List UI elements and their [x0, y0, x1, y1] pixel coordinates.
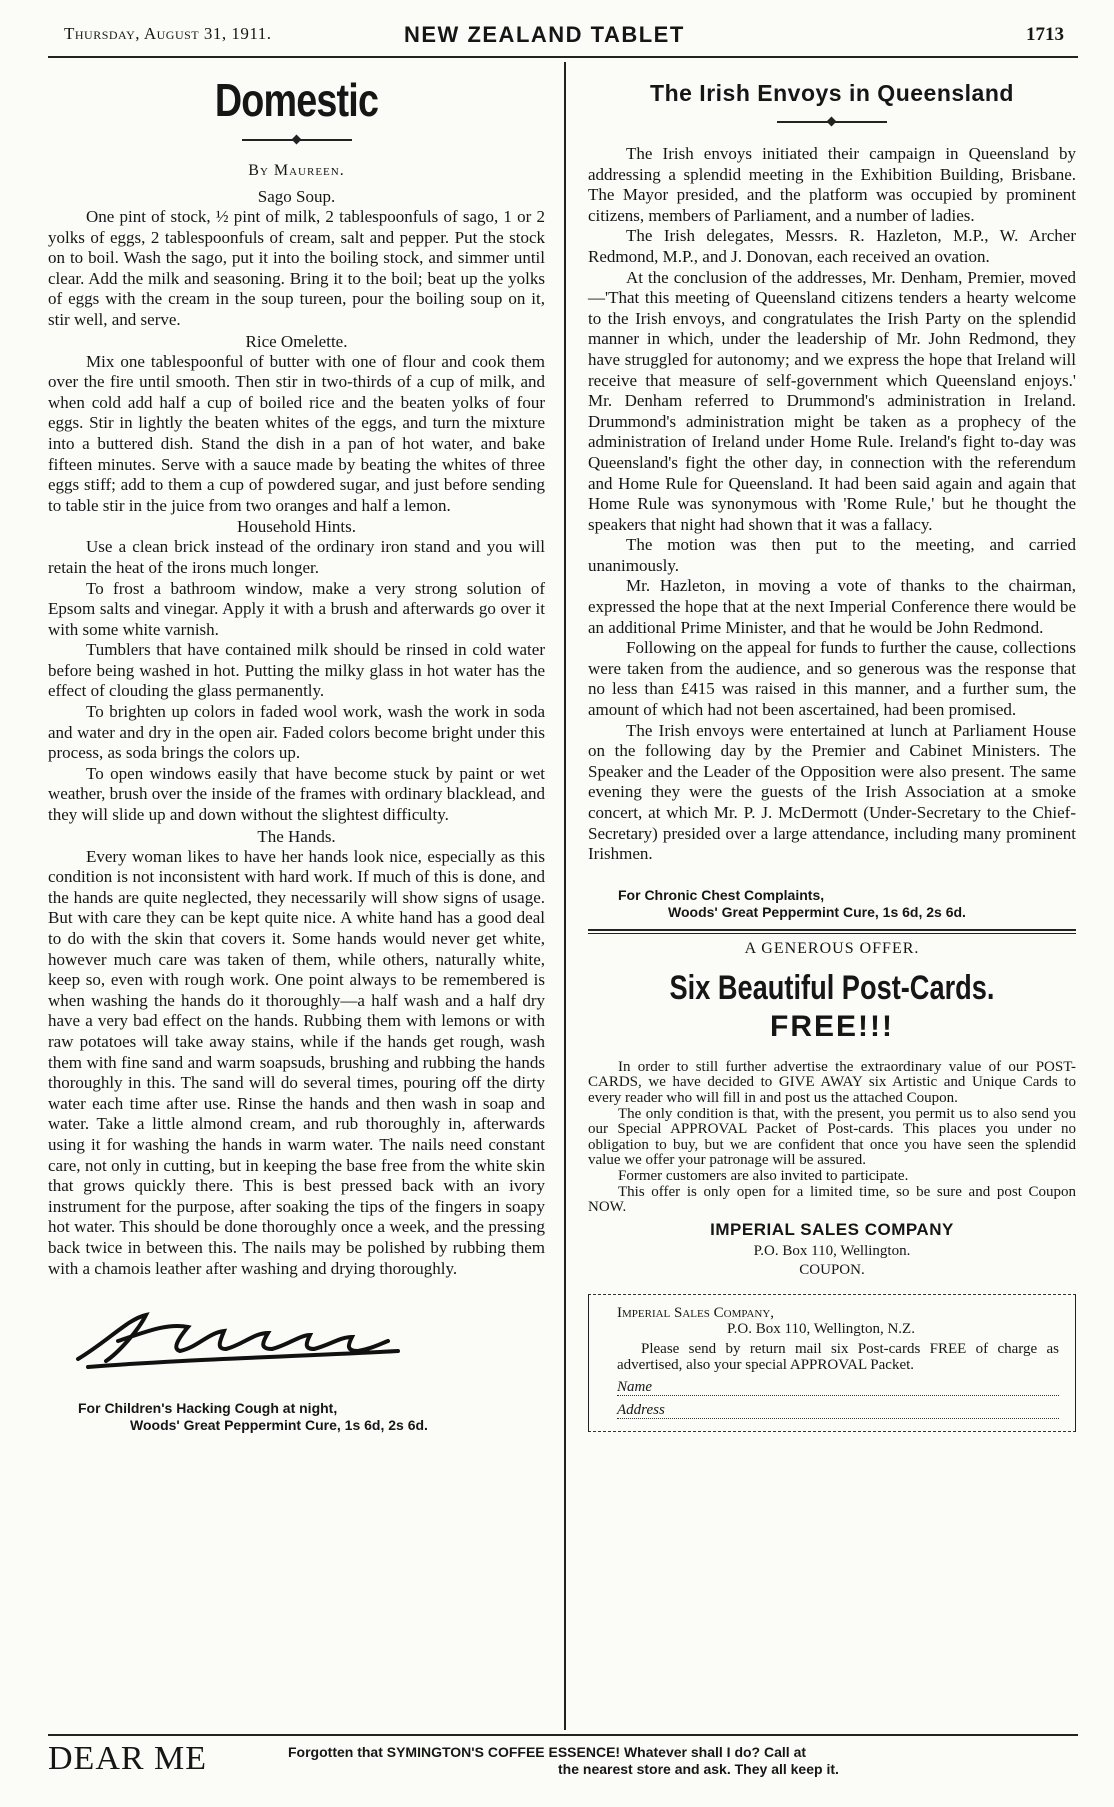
- paragraph: The Irish envoys were entertained at lunch at Parliament House on the following day by the Premier and Cabinet Ministers. The Speaker and the Leader of the Opposition were also present. The same evening they were the guests of the Irish Association at a smoke concert, at which Mr. P. J. McDermott (Under-Secretary to the Chief-Secretary) presided over a large attendance, including many prominent Irishmen.: [588, 720, 1076, 864]
- address-field[interactable]: Address: [617, 1402, 1059, 1419]
- company-address: P.O. Box 110, Wellington.: [753, 1242, 911, 1259]
- right-column: [588, 70, 1076, 1432]
- symingtons-ad: [48, 1740, 1078, 1790]
- generous-offer-ad: [588, 940, 1076, 1432]
- ad-line: the nearest store and ask. They all keep it.: [558, 1761, 839, 1777]
- ad-line: Woods' Great Peppermint Cure, 1s 6d, 2s 6d.: [668, 903, 966, 920]
- section-title: Rice Omelette.: [245, 331, 348, 351]
- coupon-request: Please send by return mail six Post-cards FREE of charge as advertised, also your special APPROVAL Packet.: [617, 1340, 1059, 1373]
- ad-line: Woods' Great Peppermint Cure, 1s 6d, 2s 6d.: [130, 1417, 428, 1434]
- name-field[interactable]: Name: [617, 1379, 1059, 1396]
- cough-ad: [78, 1400, 545, 1434]
- paragraph: Former customers are also invited to participate.: [618, 1167, 909, 1184]
- paragraph: To open windows easily that have become stuck by paint or wet weather, brush over the inside of the frames with ordinary blacklead, and they will slide up and down without the slightest difficulty.: [48, 763, 545, 825]
- paragraph: Tumblers that have contained milk should be rinsed in cold water before being washed in hot. Putting the milky glass in hot water has the effect of clouding the glass permanently.: [48, 640, 545, 701]
- ornament-divider: [242, 136, 352, 144]
- coupon-to-line: P.O. Box 110, Wellington, N.Z.: [727, 1320, 915, 1337]
- coupon-to-line: Imperial Sales Company,: [617, 1304, 775, 1321]
- masthead-rule: [48, 56, 1078, 58]
- ad-line: For Children's Hacking Cough at night,: [78, 1400, 338, 1417]
- paragraph: Mr. Hazleton, in moving a vote of thanks to the chairman, expressed the hope that at the next Imperial Conference there would be an additional Prime Minister, and that he would be John Redmond.: [588, 576, 1076, 637]
- paragraph: The Irish envoys initiated their campaign in Queensland by addressing a splendid meeting in the Exhibition Building, Brisbane. The Mayor presided, and the platform was occupied by prominent citizens, members of Parliament, and a number of ladies.: [588, 144, 1076, 225]
- column-divider: [564, 62, 566, 1730]
- paragraph: Use a clean brick instead of the ordinary iron stand and you will retain the heat of the irons much longer.: [48, 537, 545, 577]
- ad-text: [288, 1744, 1078, 1778]
- ad-line: Forgotten that SYMINGTON'S COFFEE ESSENCE! Whatever shall I do? Call at: [288, 1744, 807, 1760]
- section-title: The Hands.: [257, 826, 336, 846]
- household-hints: [48, 516, 545, 825]
- chest-ad: [618, 887, 1076, 921]
- paragraph: To brighten up colors in faded wool work, wash the work in soda and water and dry in the open air. Faded colors become bright under this process, as soda brings the colors up.: [48, 702, 545, 763]
- issue-date: Thursday, August 31, 1911.: [64, 24, 272, 43]
- recipe-rice-omelette: [48, 331, 545, 517]
- section-title: Sago Soup.: [257, 187, 336, 206]
- ad-line: For Chronic Chest Complaints,: [618, 886, 825, 903]
- offer-free: FREE!!!: [770, 1009, 894, 1043]
- paragraph: At the conclusion of the addresses, Mr. Denham, Premier, moved—'That this meeting of Queensland citizens tenders a hearty welcome to the Irish envoys, and congratulates the Irish Party on the splendid manner in which, under the leadership of Mr. John Redmond, they have struggled for autonomy; and we express the hope that Ireland will receive that measure of self-government which Queensland enjoys.' Mr. Denham referred to Drummond's administration in Ireland. Drummond's administration might be taken as a prophecy of the administration of Ireland under Home Rule. Ireland's fight to-day was Queensland's fight the other day, in connection with the referendum and Home Rule for Queensland. It had been said again and again that Home Rule was synonymous with 'Rome Rule,' but he thought the speakers that night had shown that it was a fallacy.: [588, 267, 1076, 534]
- paragraph: The motion was then put to the meeting, and carried unanimously.: [588, 535, 1076, 575]
- paragraph: One pint of stock, ½ pint of milk, 2 tablespoonfuls of sago, 1 or 2 yolks of eggs, 2 tablespoonfuls of cream, salt and pepper. Put the stock on to boil. Wash the sago, put it into the boiling stock, and simmer until clear. Add the milk and seasoning. Bring it to the boil; beat up the yolks of eggs with the cream in the soup tureen, pour the boiling soup on it, stir well, and serve.: [48, 207, 545, 329]
- left-column: [48, 70, 545, 1434]
- irish-envoys-article: [588, 144, 1076, 865]
- byline: By Maureen.: [248, 162, 345, 179]
- newspaper-title: NEW ZEALAND TABLET: [404, 22, 685, 47]
- maureen-signature: [48, 1301, 408, 1375]
- paragraph: The only condition is that, with the present, you permit us to also send you our Special APPROVAL Packet of Post-cards. This places you under no obligation to buy, but we are confident that once you have seen the splendid value we offer your patronage will be assured.: [588, 1105, 1076, 1169]
- dear-me-brand: DEAR ME: [48, 1740, 208, 1777]
- ornament-divider: [777, 118, 887, 126]
- paragraph: Following on the appeal for funds to further the cause, collections were taken from the audience, and so generous was the response that no less than £415 was raised in this manner, and a further sum, the amount of which had not been ascertained, had been promised.: [588, 638, 1076, 720]
- footer-rule: [48, 1734, 1078, 1736]
- paragraph: To frost a bathroom window, make a very strong solution of Epsom salts and vinegar. Apply it with a brush and afterwards go over it with some white varnish.: [48, 578, 545, 639]
- section-title: Household Hints.: [237, 517, 356, 537]
- paragraph: This offer is only open for a limited time, so be sure and post Coupon NOW.: [588, 1183, 1076, 1216]
- paragraph: Every woman likes to have her hands look nice, especially as this condition is not inconsistent with hard work. If much of this is done, and the hands are quite neglected, they necessarily will show signs of usage. But with care they can be kept quite nice. A white hand has a good deal to do with the skin that covers it. Some hands would never get white, however much care was taken of them, while others, naturally white, keep so, even with rough work. One point always to be remembered is when washing the hands do it thoroughly—a half wash and a half dry have a very bad effect on the hands. Rubbing them with lemons or with raw potatoes will take away stains, while if the hands get rough, wash them with fine sand and warm soapsuds, brushing and rubbing the hands thoroughly in this. The sand will do several times, pouring off the dirty water each time after use. Rinse the hands and then wash in soap and water. Take a little almond cream, and rub thoroughly in, afterwards using it for washing the hands in warm water. The nails need constant care, not only in cutting, but in keeping the base free from the white skin that grows quickly there. This is best pressed back with an ivory instrument for the purpose, after soaking the tips of the fingers in soapy hot water. This should be done thoroughly once a week, and the pressing back twice in between this. The nails may be polished by rubbing them with a chamois leather after washing and drying thoroughly.: [48, 846, 545, 1278]
- double-rule: [588, 929, 1076, 934]
- offer-label: A GENEROUS OFFER.: [744, 939, 920, 957]
- paragraph: The Irish delegates, Messrs. R. Hazleton, M.P., W. Archer Redmond, M.P., and J. Donovan, each received an ovation.: [588, 226, 1076, 266]
- coupon-form[interactable]: [588, 1294, 1076, 1432]
- page-number: 1713: [1026, 24, 1064, 45]
- company-name: IMPERIAL SALES COMPANY: [710, 1219, 954, 1239]
- recipe-sago-soup: [48, 186, 545, 331]
- offer-headline: Six Beautiful Post-Cards.: [669, 968, 995, 1007]
- paragraph: Mix one tablespoonful of butter with one of flour and cook them over the fire until smooth. Then stir in two-thirds of a cup of milk, and when cold add half a cup of boiled rice and the beaten yolks of four eggs. Stir in lightly the beaten whites of the eggs, and turn the mixture into a buttered dish. Stand the dish in a pan of hot water, and bake fifteen minutes. Serve with a sauce made by beating the whites of three eggs stiff; add to them a cup of powdered sugar, and just before sending to table stir in the juice from two oranges and half a lemon.: [48, 351, 545, 515]
- irish-envoys-headline: The Irish Envoys in Queensland: [650, 80, 1014, 106]
- the-hands: [48, 826, 545, 1279]
- paragraph: In order to still further advertise the extraordinary value of our POST-CARDS, we have decided to GIVE AWAY six Artistic and Unique Cards to every reader who will fill in and post us the attached Coupon.: [588, 1058, 1076, 1106]
- domestic-headline: Domestic: [214, 74, 379, 126]
- masthead: [64, 22, 1064, 52]
- coupon-label: COUPON.: [799, 1261, 865, 1278]
